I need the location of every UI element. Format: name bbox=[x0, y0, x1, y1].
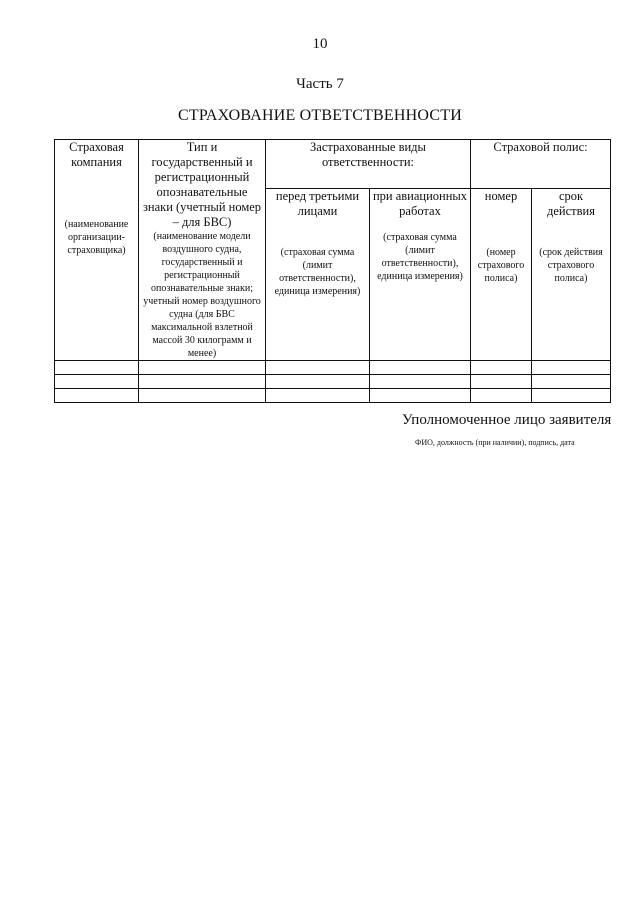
header-third-parties-note: (страховая сумма (лимит ответственности), единица измерения) bbox=[274, 246, 361, 297]
table-cell[interactable] bbox=[55, 375, 139, 389]
header-aviation-works-note: (страховая сумма (лимит ответственности), единица измерения) bbox=[377, 231, 463, 282]
header-aircraft-type-note: (наименование модели воздушного судна, государственный и регистрационный опознавательные знаки; учетный номер воздушного судна (для БВС максимальной взлетной массой 30 килограмм и менее) bbox=[143, 231, 261, 359]
header-policy-number-note: (номер страхового полиса) bbox=[477, 246, 525, 284]
header-insurance-company-label: Страховая компания bbox=[69, 140, 124, 169]
header-insurance-company bbox=[55, 140, 139, 361]
table-cell[interactable] bbox=[471, 361, 532, 375]
table-header-row bbox=[55, 140, 611, 189]
header-insured-liabilities bbox=[266, 140, 471, 189]
header-third-parties-label: перед третьими лицами bbox=[275, 188, 360, 218]
header-insured-liabilities-label: Застрахованные виды ответственности: bbox=[310, 140, 426, 169]
header-aircraft-type-label: Тип и государственный и регистрационный опознавательные знаки (учетный номер – для БВС) bbox=[142, 140, 262, 229]
header-aviation-works-label: при авиационных работах bbox=[372, 188, 468, 218]
table-cell[interactable] bbox=[139, 361, 266, 375]
header-policy-number bbox=[471, 188, 532, 360]
header-aircraft-type bbox=[139, 140, 266, 361]
header-aviation-works bbox=[370, 188, 471, 360]
table-row bbox=[55, 361, 611, 375]
page-number: 10 bbox=[312, 36, 328, 52]
header-policy-validity-note: (срок действия страхового полиса) bbox=[539, 246, 603, 284]
table-cell[interactable] bbox=[266, 375, 370, 389]
header-policy-validity bbox=[532, 188, 611, 360]
header-insurance-policy-label: Страховой полис: bbox=[493, 140, 588, 154]
header-policy-number-label: номер bbox=[484, 188, 518, 203]
header-insurance-company-note: (наименование организации-страховщика) bbox=[64, 219, 129, 256]
table-cell[interactable] bbox=[370, 389, 471, 403]
table-cell[interactable] bbox=[266, 361, 370, 375]
part-title: Часть 7 bbox=[296, 76, 344, 92]
table-cell[interactable] bbox=[370, 375, 471, 389]
header-third-parties bbox=[266, 188, 370, 360]
table-row bbox=[55, 375, 611, 389]
table-cell[interactable] bbox=[266, 389, 370, 403]
signer-hint: ФИО, должность (при наличии), подпись, дата bbox=[415, 438, 575, 447]
table-row bbox=[55, 389, 611, 403]
table-cell[interactable] bbox=[55, 361, 139, 375]
section-title: СТРАХОВАНИЕ ОТВЕТСТВЕННОСТИ bbox=[178, 107, 462, 124]
table-cell[interactable] bbox=[139, 375, 266, 389]
table-cell[interactable] bbox=[55, 389, 139, 403]
signer-title: Уполномоченное лицо заявителя bbox=[402, 412, 612, 428]
table-cell[interactable] bbox=[139, 389, 266, 403]
table-cell[interactable] bbox=[471, 389, 532, 403]
insurance-table bbox=[54, 139, 611, 403]
table-cell[interactable] bbox=[532, 389, 611, 403]
header-insurance-policy bbox=[471, 140, 611, 189]
table-cell[interactable] bbox=[370, 361, 471, 375]
header-policy-validity-label: срок действия bbox=[547, 188, 595, 218]
table-cell[interactable] bbox=[471, 375, 532, 389]
table-cell[interactable] bbox=[532, 361, 611, 375]
table-cell[interactable] bbox=[532, 375, 611, 389]
